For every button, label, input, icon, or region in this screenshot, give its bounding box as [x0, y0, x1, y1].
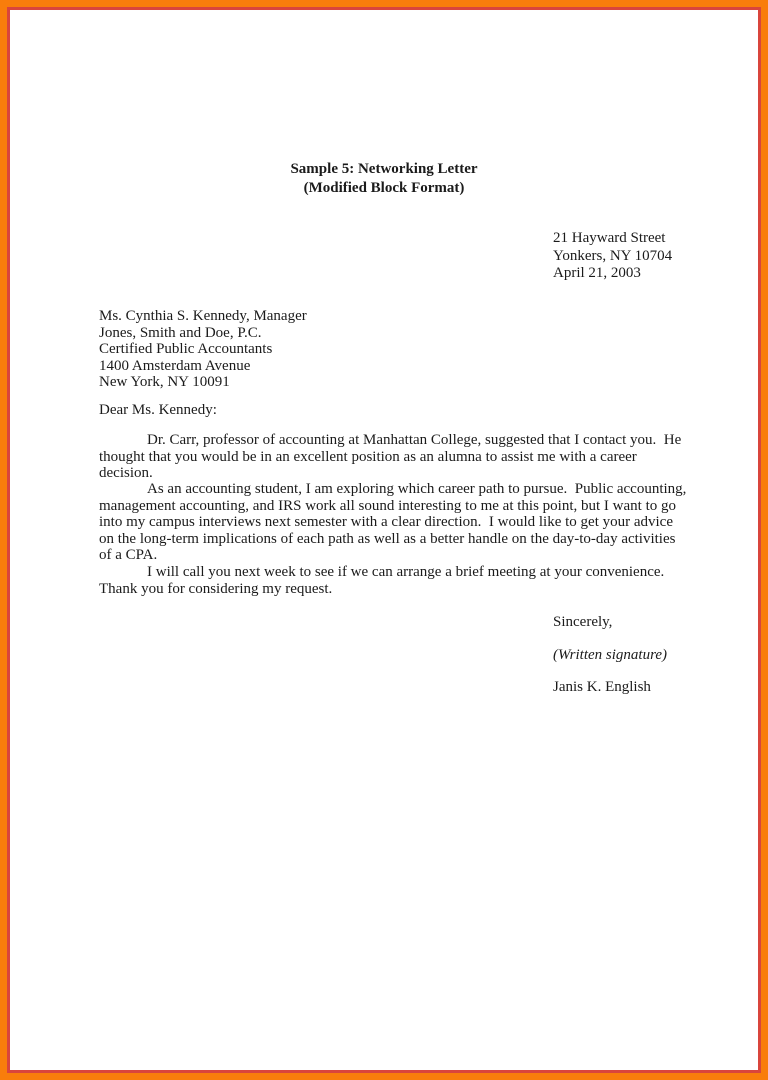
recipient-street: 1400 Amsterdam Avenue [99, 357, 251, 374]
letter-date: April 21, 2003 [553, 265, 641, 281]
recipient-title: Certified Public Accountants [99, 341, 273, 357]
recipient-city: New York, NY 10091 [99, 374, 230, 390]
letter-title [0, 160, 768, 198]
title-line-1: Sample 5: Networking Letter [290, 161, 478, 177]
body-paragraph-2: As an accounting student, I am exploring which career path to pursue. Public accounting, management accounting, and IRS work all sound interesting to me at this point, but I want to go into my campus interviews next semester with a clear direction. I would like to get your advice on the long-term implications of each path as well as a better handle on the day-to-day activities of a CPA. [99, 481, 691, 564]
recipient-address-block [99, 308, 307, 391]
signature-placeholder: (Written signature) [553, 647, 668, 663]
closing-valediction: Sincerely, [553, 614, 613, 630]
recipient-company: Jones, Smith and Doe, P.C. [99, 324, 262, 341]
sender-city: Yonkers, NY 10704 [553, 247, 673, 264]
sender-address-block [553, 230, 672, 283]
title-line-2: (Modified Block Format) [303, 180, 465, 196]
body-paragraph-3: I will call you next week to see if we can arrange a brief meeting at your convenience. Thank you for considering my request. [99, 564, 672, 597]
body-paragraph-1: Dr. Carr, professor of accounting at Manhattan College, suggested that I contact you. He thought that you would be in an excellent position as an alumna to assist me with a career decision. [99, 432, 685, 482]
recipient-name: Ms. Cynthia S. Kennedy, Manager [99, 308, 307, 324]
salutation: Dear Ms. Kennedy: [99, 402, 217, 418]
signed-name: Janis K. English [553, 679, 651, 695]
sender-street: 21 Hayward Street [553, 230, 666, 246]
